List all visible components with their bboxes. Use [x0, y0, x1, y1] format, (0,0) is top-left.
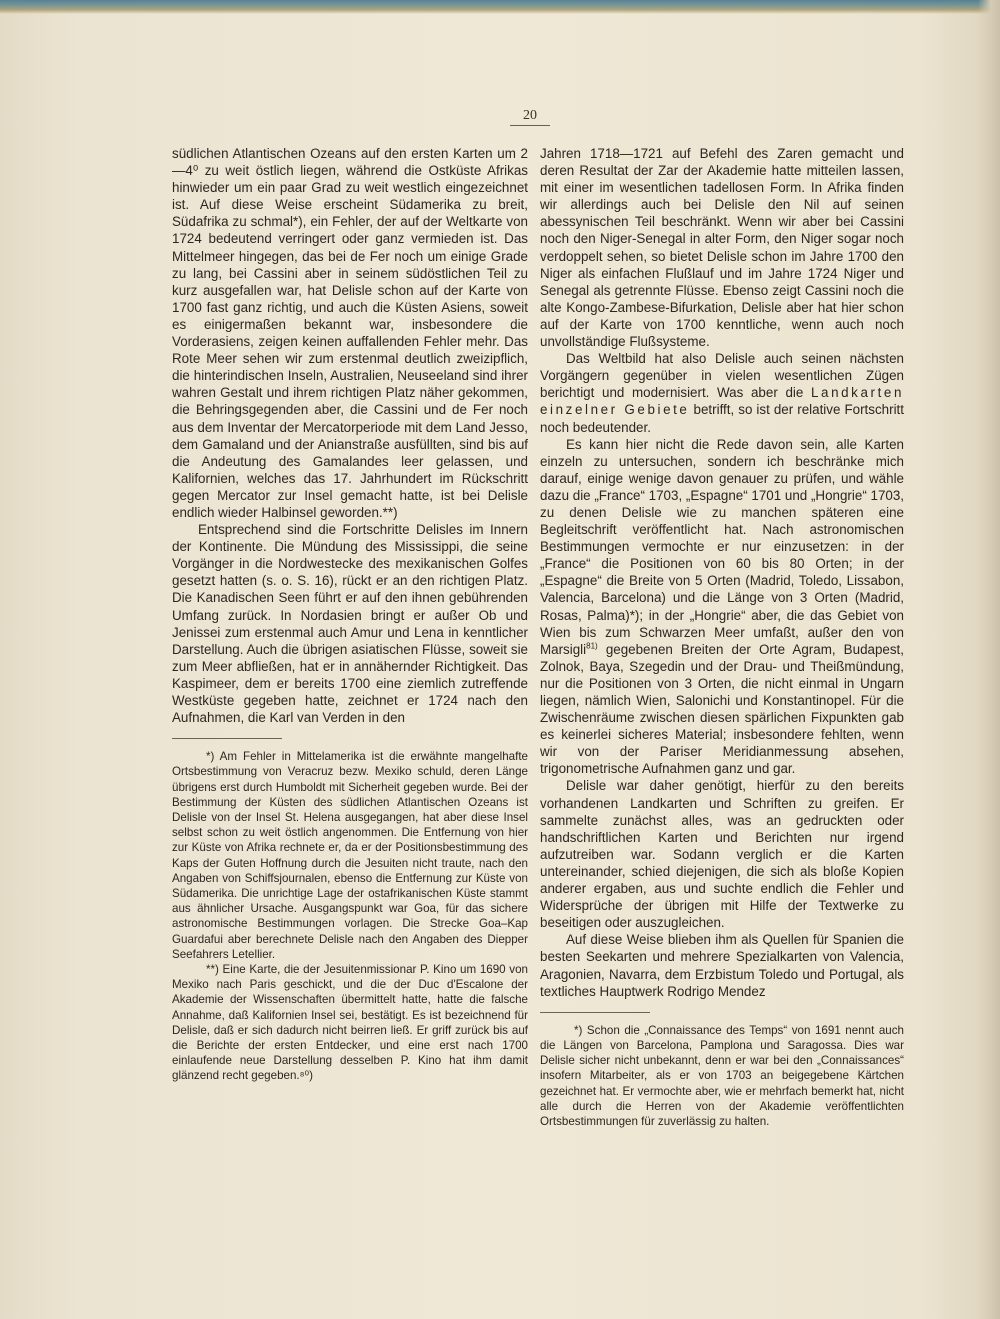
right-paragraph-4: Delisle war daher genötigt, hierfür zu den bereits vorhandenen Landkarten und Schriften zu greifen. Er sammelte zunächst alles, was an gedruckten oder handschriftlichen Karten und Berichten nur irgend aufzutreiben war. Sodann verglich er die Karten untereinander, schied diejenigen, die sich als bloße Kopien anderer ergaben, aus und suchte endlich die Fehler und Widersprüche der übrigen mit Hilfe der Textwerke zu beseitigen oder auszugleichen.	[540, 778, 904, 931]
right-paragraph-5: Auf diese Weise blieben ihm als Quellen für Spanien die besten Seekarten und mehrere Spezialkarten von Valencia, Aragonien, Navarra, dem Erzbistum Toledo und Portugal, als textliches Hauptwerk Rodrigo Mendez	[540, 932, 904, 999]
page-top-map-band	[0, 0, 1000, 14]
footnote-2: **) Eine Karte, die der Jesuitenmissionar P. Kino um 1690 von Mexiko nach Paris geschickt, und die der Duc d'Escalone der Akademie der Wissenschaften übermittelt hatte, hatte die falsche Annahme, daß Kalifornien Insel sei, bestätigt. Es ist bezeichnend für Delisle, daß er sich dadurch nicht beirren ließ. Er griff zurück bis auf die Berichte der ersten Entdecker, und eine erst nach 1700 einlaufende neue Darstellung desselben P. Kino hat ihm damit glänzend recht gegeben.⁸⁰)	[172, 963, 528, 1083]
footnote-1: *) Am Fehler in Mittelamerika ist die erwähnte mangelhafte Ortsbestimmung von Veracruz bezw. Mexiko schuld, deren Länge übrigens erst durch Humboldt mit Sicherheit gegeben wurde. Bei der Bestimmung der Küsten des südlichen Atlantischen Ozeans ist Delisle von der Insel St. Helena ausgegangen, hat aber diese Insel selbst schon zu weit östlich angenommen. Die Entfernung von hier zur Küste von Afrika rechnete er, da er der Positionsbestimmung des Kaps der Guten Hoffnung durch die Jesuiten nicht traute, nach den Angaben von Schiffsjournalen, ebenso die Entfernung zur Küste von Südamerika. Die unrichtige Lage der ostafrikanischen Küste stammt aus ähnlicher Ursache. Ausgangspunkt war Goa, für das sichere astronomische Bestimmungen vorlagen. Die Strecke Goa–Kap Guardafui aber berechnete Delisle nach den Angaben des Diepper Seefahrers Letellier.	[172, 750, 528, 961]
p2-text-before: Das Weltbild hat also Delisle auch seinen nächsten Vorgängern gegenüber in vielen wesentlichen Zügen berichtigt und modernisiert. Was aber die	[540, 351, 904, 401]
footnote-separator	[172, 738, 282, 739]
page-right-edge	[978, 0, 1000, 1319]
left-body	[172, 145, 528, 726]
footnote-right: *) Schon die „Connaissance des Temps“ von 1691 nennt auch die Längen von Barcelona, Pamplona und Saragossa. Dies war Delisle sicher nicht unbekannt, denn er war bei den „Connaissances“ insofern Mitarbeiter, als er von 1703 an beigegebene Kärtchen gezeichnet hat. Er vermochte aber, wie er mehrfach bemerkt hat, nicht alle durch die Herren von der Akademie veröffentlichten Ortsbestimmungen für zuverlässig zu halten.	[540, 1023, 904, 1128]
left-footnotes	[172, 749, 528, 1083]
right-column	[540, 145, 904, 1129]
p3-text-after: gegebenen Breiten der Orte Agram, Budapest, Zolnok, Baya, Szegedin und der Drau- und Theißmündung, nur die Positionen von 3 Orten, die nicht einmal in Ungarn liegen, nämlich Wien, Salonichi und Konstantinopel. Für die Zwischenräume zwischen diesen spärlichen Fixpunkten gab es keinerlei sicheres Material; insbesondere fehlten, wenn wir von der Pariser Meridianmessung absehen, trigonometrische Aufnahmen ganz und gar.	[540, 641, 904, 777]
page-number: 20	[510, 108, 550, 126]
right-body	[540, 145, 904, 1000]
right-footnotes	[540, 1023, 904, 1129]
right-paragraph-2	[540, 350, 904, 435]
p2-text-after: betrifft, so ist der relative Fortschritt noch bedeutender.	[540, 402, 904, 435]
left-paragraph-2: Entsprechend sind die Fortschritte Delisles im Innern der Kontinente. Die Mündung des Mississippi, die seine Vorgänger in die Nordwestecke des mexikanischen Golfes gesetzt hatten (s. o. S. 16), rückt er an den richtigen Platz. Die Kanadischen Seen führt er auf den ihnen gebührenden Umfang zurück. In Nordasien bringt er außer Ob und Jenissei zum erstenmal auch Amur und Lena in kenntlicher Darstellung. Auch die übrigen asiatischen Flüsse, soweit sie zum Meer abfließen, hat er in annähernder Richtigkeit. Das Kaspimeer, dem er bereits 1700 eine ziemlich zutreffende Westküste gegeben hatte, zeichnet er 1724 nach den Aufnahmen, die Karl van Verden in den	[172, 522, 528, 726]
right-paragraph-1: Jahren 1718—1721 auf Befehl des Zaren gemacht und deren Resultat der Zar der Akademie hatte mitteilen lassen, mit einer im wesentlichen tadellosen Form. In Afrika finden wir allerdings auch bei Delisle den Nil auf seinen abessynischen Teil beschränkt. Wenn wir aber bei Cassini noch den Niger-Senegal in alter Form, den Niger sogar noch verdoppelt sehen, so bietet Delisle schon im Jahre 1700 den Niger als einfachen Flußlauf und im Jahre 1724 Niger und Senegal als getrennte Flüsse. Ebenso zeigt Cassini noch die alte Kongo-Zambese-Bifurkation, Delisle aber hat hier schon auf der Karte von 1700 kenntliche, wenn auch noch unvollständige Flußsysteme.	[540, 146, 904, 350]
right-paragraph-3	[540, 436, 904, 778]
left-paragraph-1: südlichen Atlantischen Ozeans auf den ersten Karten um 2—4⁰ zu weit östlich liegen, während die Ostküste Afrikas hinwieder um ein paar Grad zu weit westlich eingezeichnet ist. Auf diese Weise erscheint Südamerika zu breit, Südafrika zu schmal*), ein Fehler, der auf der Weltkarte von 1724 bedeutend verringert oder ganz vermieden ist. Das Mittelmeer hingegen, das bei de Fer noch um einige Grade zu lang, bei Cassini aber in seinem südöstlichen Teil zu kurz ausgefallen war, hat Delisle schon auf der Karte von 1700 fast ganz richtig, und auch die Küsten Asiens, soweit es einigermaßen bekannt war, insbesondere die Vorderasiens, zeigen keinen auffallenden Fehler mehr. Das Rote Meer sehen wir zum erstenmal deutlich zweizipflich, die hinterindischen Inseln, Australien, Neuseeland sind ihrer wahren Gestalt und ihrem richtigen Platz näher gekommen, die Behringsgegenden aber, die Cassini und de Fer noch aus dem Inventar der Mercatorperiode mit dem Land Jesso, dem Gamaland und der Anianstraße ausfüllten, sind bis auf die Andeutung des Gamalandes leer gelassen, und Kalifornien, welches das 17. Jahrhundert im Rückschritt gegen Mercator zur Insel gemacht hatte, ist bei Delisle endlich wieder Halbinsel geworden.**)	[172, 146, 528, 520]
left-column	[172, 145, 528, 1084]
footnote-separator-right	[540, 1012, 650, 1013]
footnote-reference-81: 81)	[586, 641, 598, 651]
p2-spaced-emphasis: Landkarten einzelner Gebiete	[540, 385, 904, 418]
p3-text-before: Es kann hier nicht die Rede davon sein, alle Karten einzeln zu untersuchen, sondern ich beschränke mich darauf, einige wenige davon genauer zu prüfen, und wähle dazu die „France“ 1703, „Espagne“ 1701 und „Hongrie“ 1703, zu denen Delisle wie zu manchen späteren eine Begleitschrift veröffentlicht hat. Nach astronomischen Bestimmungen vermochte er nur einzusetzen: in der „France“ die Positionen von 60 bis 80 Orten; in der „Espagne“ die Breite von 5 Orten (Madrid, Toledo, Lissabon, Valencia, Barcelona) und die Länge von 3 Orten (Madrid, Rosas, Palma)*); in der „Hongrie“ aber, die das Gebiet von Wien bis zum Schwarzen Meer umfaßt, außer den von Marsigli	[540, 436, 905, 657]
